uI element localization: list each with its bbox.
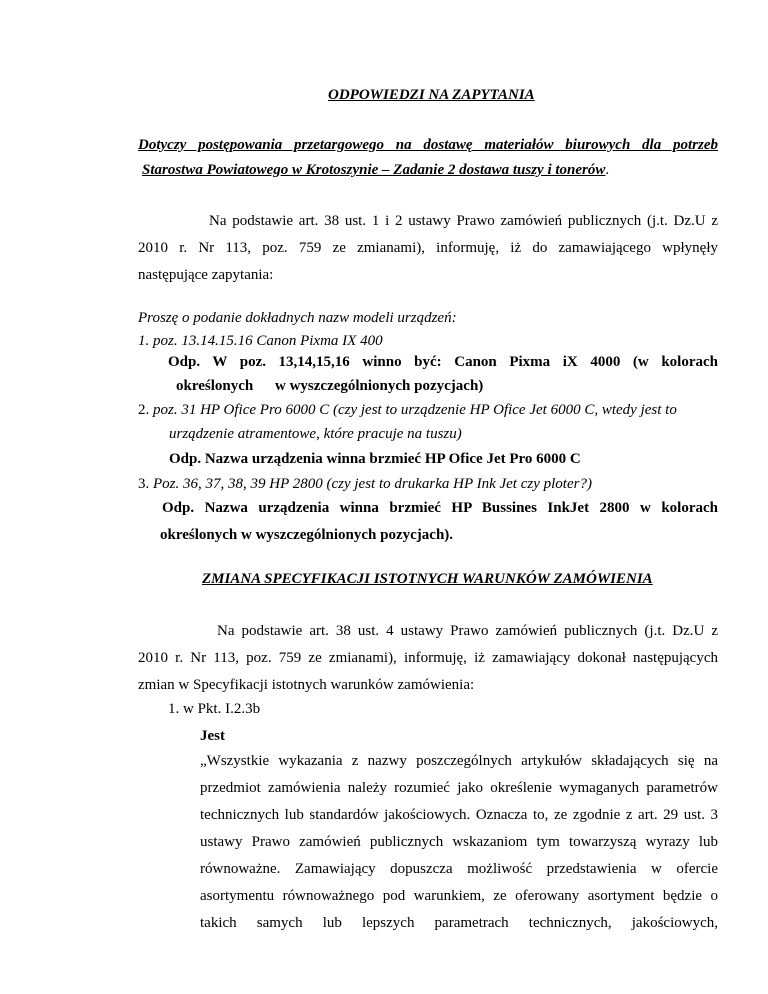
answer-3-line-2: określonych w wyszczególnionych pozycjach). (160, 527, 454, 543)
question-1: 1. poz. 13.14.15.16 Canon Pixma IX 400 (138, 333, 383, 349)
page-title: ODPOWIEDZI NA ZAPYTANIA (328, 87, 535, 103)
subject-line-2-end: . (605, 162, 610, 178)
answer-3-line-1: Odp. Nazwa urządzenia winna brzmieć HP Bussines InkJet 2800 w kolorach (162, 500, 718, 516)
question-2-line-2: urządzenie atramentowe, które pracuje na tuszu) (169, 426, 462, 442)
question-2-line-1 (138, 403, 718, 418)
section-2-line-3: zmian w Specyfikacji istotnych warunków zamówienia: (138, 677, 475, 693)
quote-line-1: „Wszystkie wykazania z nazwy poszczególnych artykułów składających się na (200, 753, 718, 769)
jest-label: Jest (200, 728, 225, 744)
question-2-text: poz. 31 HP Ofice Pro 6000 C (czy jest to urządzenie HP Ofice Jet 6000 C, wtedy jest to (153, 402, 677, 418)
quote-line-2: przedmiot zamówienia należy rozumieć jako określenie wymaganych parametrów (200, 780, 718, 796)
questions-heading: Proszę o podanie dokładnych nazw modeli urządzeń: (138, 310, 457, 326)
question-2-number: 2. (138, 402, 153, 418)
subject-line-2-text: Starostwa Powiatowego w Krotoszynie – Zadanie 2 dostawa tuszy i tonerów (142, 162, 606, 178)
section-2-heading: ZMIANA SPECYFIKACJI ISTOTNYCH WARUNKÓW ZAMÓWIENIA (202, 571, 653, 587)
answer-1-line-2a: określonych (176, 378, 254, 394)
quote-line-6: asortymentu równoważnego pod warunkiem, ze oferowany asortyment będzie o (200, 888, 718, 904)
change-item-1: 1. w Pkt. I.2.3b (168, 701, 261, 717)
section-2-line-1: Na podstawie art. 38 ust. 4 ustawy Prawo zamówień publicznych (j.t. Dz.U z (217, 623, 718, 639)
subject-line-1: Dotyczy postępowania przetargowego na dostawę materiałów biurowych dla potrzeb (138, 137, 718, 153)
intro-line-3: następujące zapytania: (138, 267, 274, 283)
question-3-text: Poz. 36, 37, 38, 39 HP 2800 (czy jest to drukarka HP Ink Jet czy ploter?) (153, 476, 592, 492)
answer-2: Odp. Nazwa urządzenia winna brzmieć HP Ofice Jet Pro 6000 C (169, 451, 581, 467)
quote-line-7: takich samych lub lepszych parametrach technicznych, jakościowych, (200, 915, 718, 931)
answer-1-line-1: Odp. W poz. 13,14,15,16 winno być: Canon Pixma iX 4000 (w kolorach (168, 354, 718, 370)
quote-line-5: równoważne. Zamawiający dopuszcza możliwość przedstawienia w ofercie (200, 861, 718, 877)
quote-line-4: ustawy Prawo zamówień publicznych wskazaniom tym towarzyszą wyrazy lub (200, 834, 718, 850)
intro-line-1: Na podstawie art. 38 ust. 1 i 2 ustawy Prawo zamówień publicznych (j.t. Dz.U z (209, 213, 718, 229)
subject-line-2 (142, 163, 609, 178)
quote-line-3: technicznych lub standardów jakościowych. Oznacza to, ze zgodnie z art. 29 ust. 3 (200, 807, 718, 823)
question-3-number: 3. (138, 476, 153, 492)
answer-1-line-2b: w wyszczególnionych pozycjach) (275, 378, 484, 394)
intro-line-2: 2010 r. Nr 113, poz. 759 ze zmianami), informuję, iż do zamawiającego wpłynęły (138, 240, 718, 256)
question-3 (138, 477, 592, 492)
section-2-line-2: 2010 r. Nr 113, poz. 759 ze zmianami), informuję, iż zamawiający dokonał następujących (138, 650, 718, 666)
